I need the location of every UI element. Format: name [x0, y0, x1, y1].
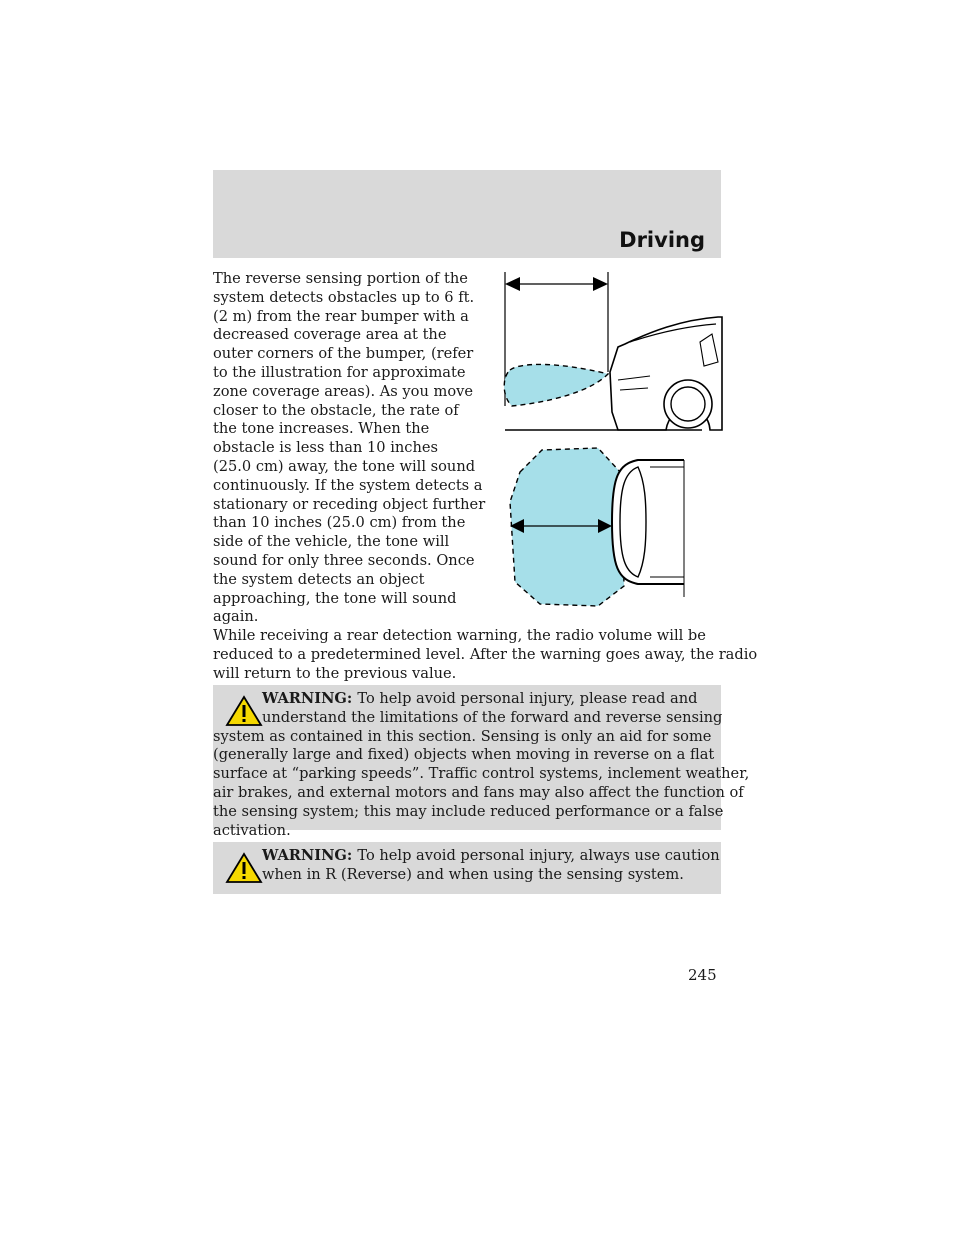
text-line: (2 m) from the rear bumper with a	[213, 307, 469, 325]
section-header	[213, 170, 721, 258]
text-line: air brakes, and external motors and fans may also affect the function of	[213, 783, 744, 801]
text-line: understand the limitations of the forward and reverse sensing	[262, 708, 723, 726]
text-line: closer to the obstacle, the rate of	[213, 401, 459, 419]
text-line: reduced to a predetermined level. After the warning goes away, the radio	[213, 645, 758, 663]
warning-text	[213, 690, 750, 840]
text-line: will return to the previous value.	[213, 664, 457, 682]
warning-box-caution	[213, 842, 721, 894]
car-rear-window	[620, 467, 646, 577]
text-line: (generally large and fixed) objects when moving in reverse on a flat	[213, 746, 715, 764]
side-sensing-zone	[504, 364, 608, 406]
warning-first-line-text: To help avoid personal injury, always use caution	[357, 847, 720, 864]
text-line: again.	[213, 608, 259, 626]
text-line: surface at “parking speeds”. Traffic control systems, inclement weather,	[213, 765, 750, 783]
text-line: system as contained in this section. Sensing is only an aid for some	[213, 727, 712, 745]
text-line: system detects obstacles up to 6 ft.	[213, 288, 475, 306]
side-view	[504, 272, 722, 430]
text-line: approaching, the tone will sound	[213, 589, 457, 607]
body-paragraph-radio-volume	[213, 627, 758, 683]
warning-box-limitations	[213, 685, 750, 839]
warning-label: WARNING:	[262, 690, 358, 707]
warning-first-line-text: To help avoid personal injury, please read and	[357, 690, 698, 707]
arrow-head-right	[593, 277, 608, 291]
text-line: to the illustration for approximate	[213, 363, 466, 381]
text-line: the sensing system; this may include reduced performance or a false	[213, 802, 724, 820]
warning-first-line	[213, 690, 713, 709]
text-line: While receiving a rear detection warning, the radio volume will be	[213, 627, 706, 644]
text-line: continuously. If the system detects a	[213, 476, 483, 494]
warning-label: WARNING:	[262, 847, 358, 864]
warning-text	[213, 847, 720, 885]
text-line: when in R (Reverse) and when using the sensing system.	[262, 865, 684, 883]
sensing-zone-illustration	[490, 262, 725, 612]
page-number: 245	[688, 966, 717, 984]
text-line: the system detects an object	[213, 570, 425, 588]
top-view	[510, 448, 684, 606]
text-line: zone coverage areas). As you move	[213, 382, 474, 400]
text-line: side of the vehicle, the tone will	[213, 533, 450, 551]
text-line: than 10 inches (25.0 cm) from the	[213, 514, 466, 532]
text-line: stationary or receding object further	[213, 495, 486, 513]
text-line: decreased coverage area at the	[213, 326, 447, 344]
text-line: (25.0 cm) away, the tone will sound	[213, 457, 476, 475]
text-line: obstacle is less than 10 inches	[213, 439, 438, 457]
body-paragraph-reverse-sensing	[213, 270, 486, 627]
section-title: Driving	[619, 228, 705, 252]
text-line: The reverse sensing portion of the	[213, 270, 468, 287]
text-line: outer corners of the bumper, (refer	[213, 345, 474, 363]
text-line: activation.	[213, 821, 291, 839]
text-line: the tone increases. When the	[213, 420, 430, 438]
text-line: sound for only three seconds. Once	[213, 551, 475, 569]
warning-first-line	[213, 847, 720, 866]
car-wheel-inner	[671, 387, 705, 421]
arrow-head-left	[505, 277, 520, 291]
